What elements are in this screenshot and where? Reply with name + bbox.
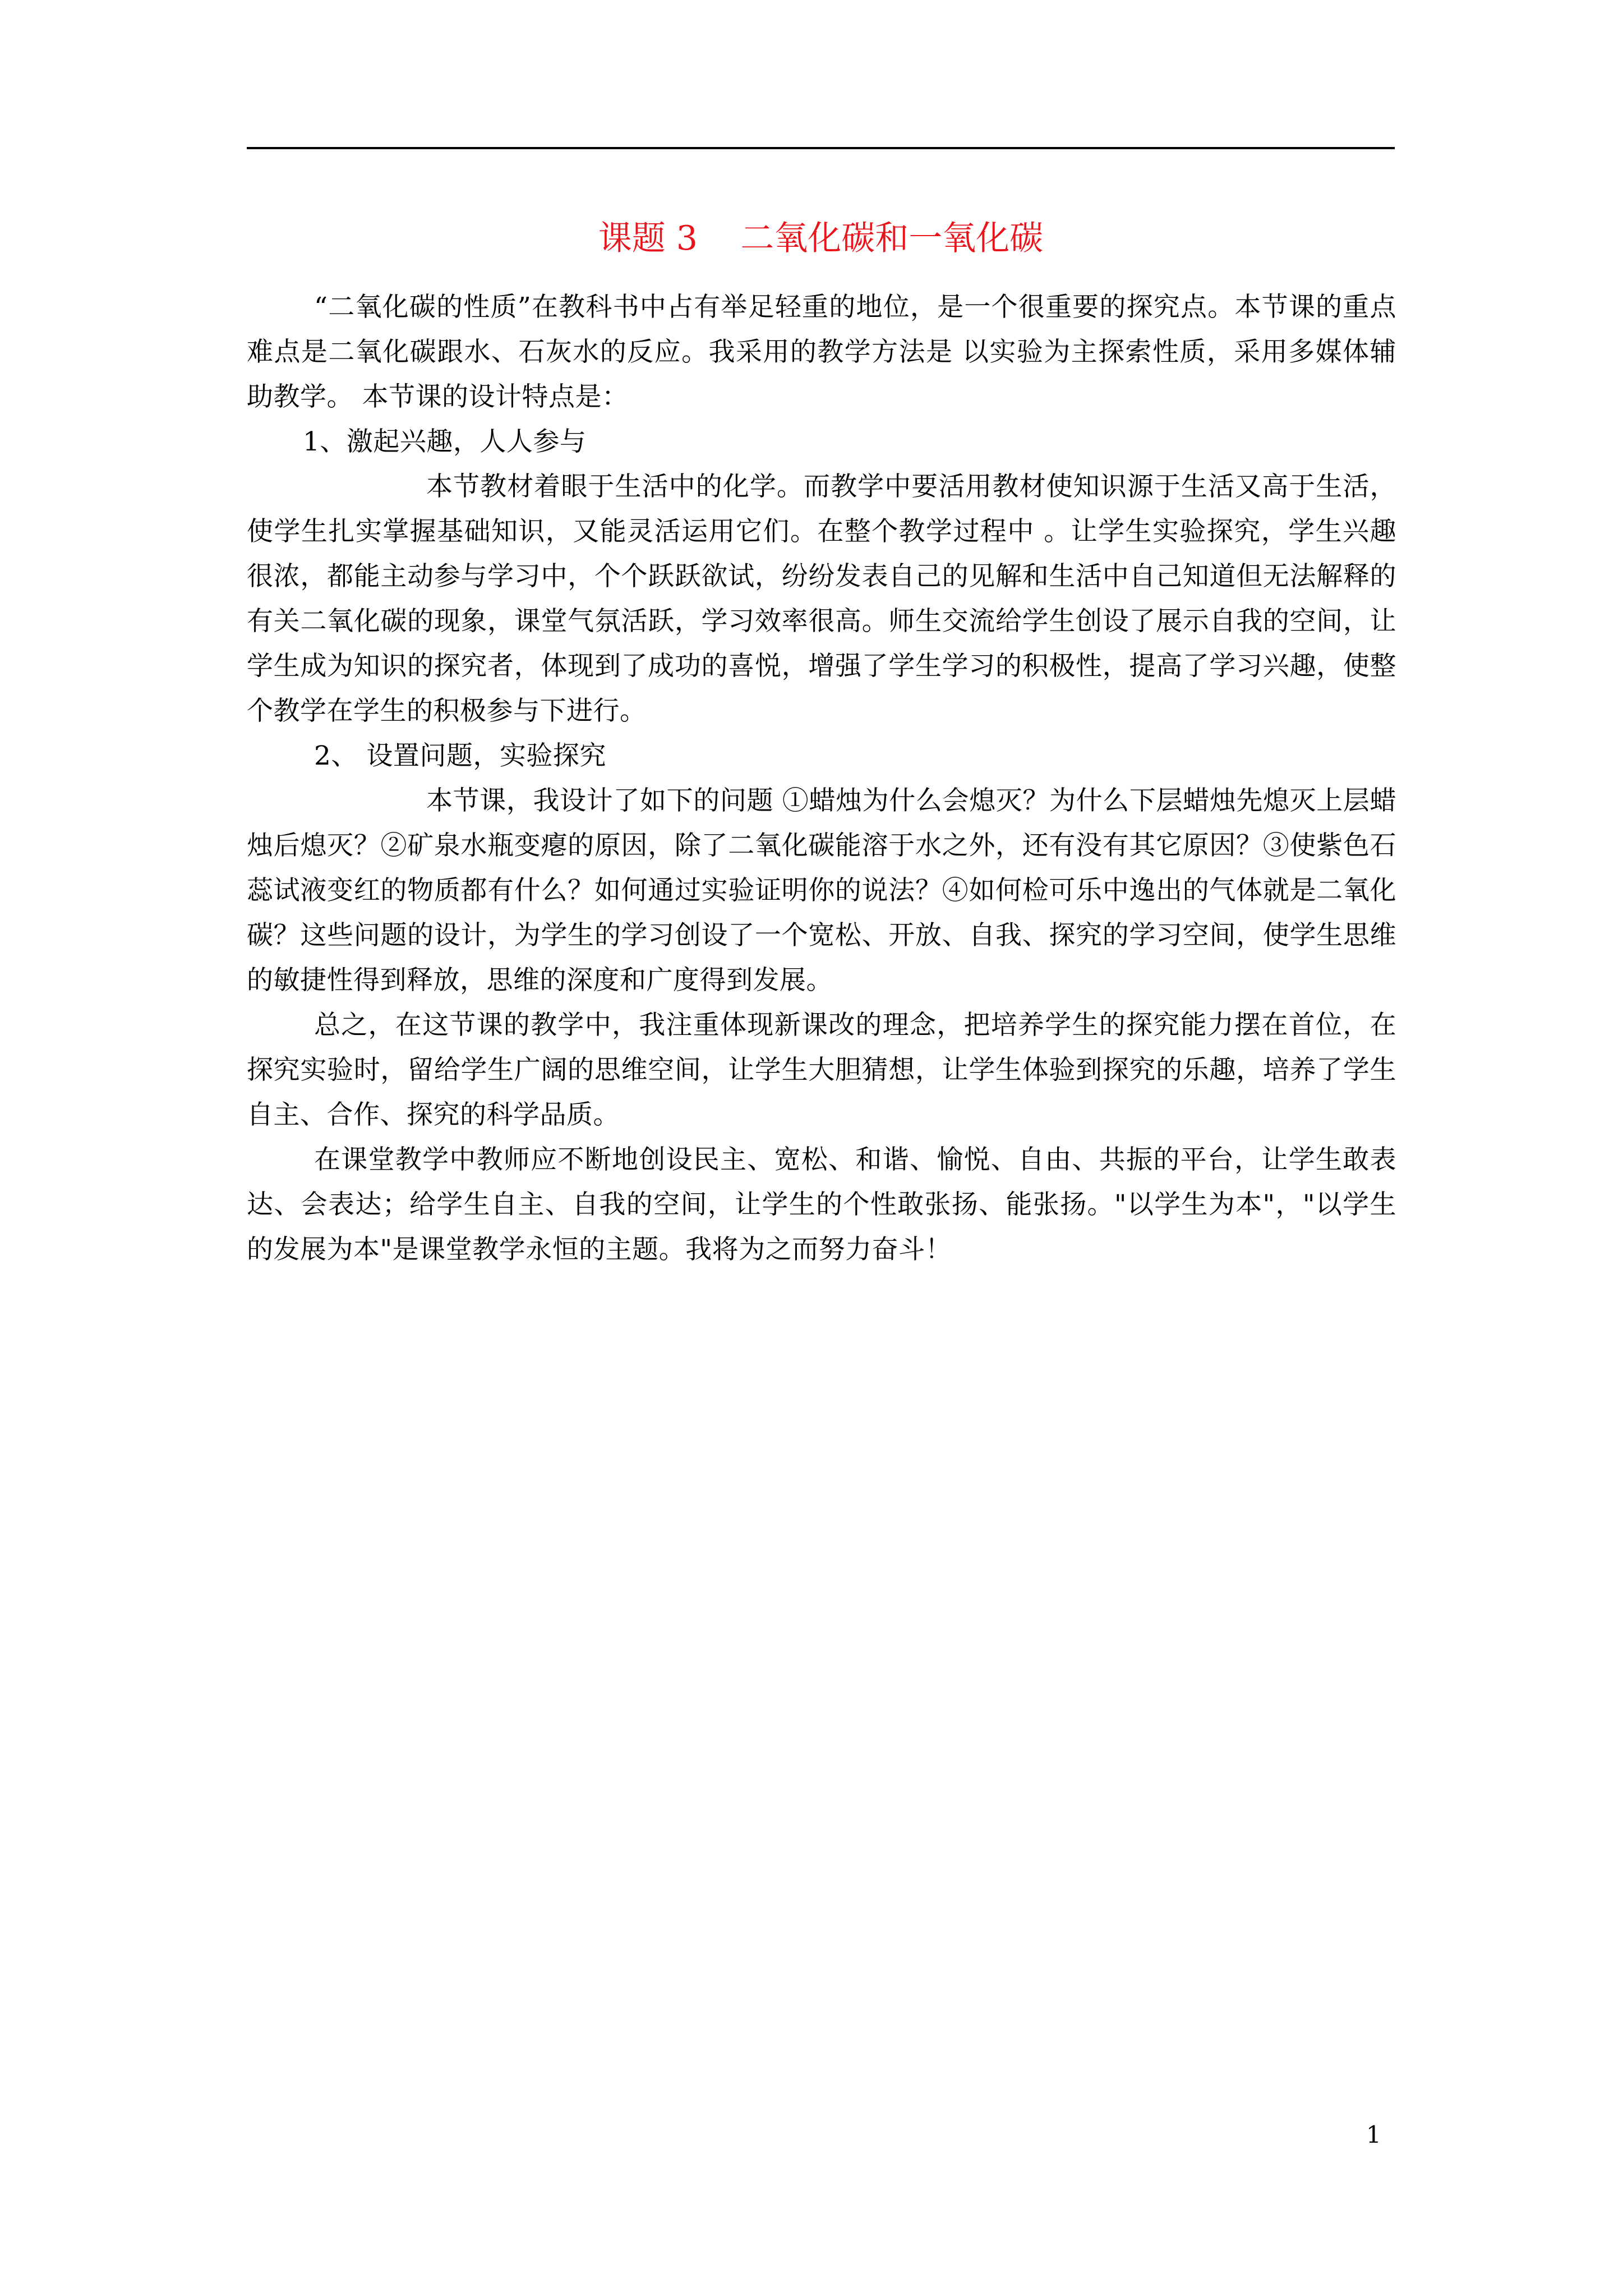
page-number: 1: [1366, 2121, 1381, 2148]
section-1-paragraph: 本节教材着眼于生活中的化学。而教学中要活用教材使知识源于生活又高于生活，使学生扎实掌握基础知识，又能灵活运用它们。在整个教学过程中 。让学生实验探究，学生兴趣很浓，都能主动参与学习中，个个跃跃欲试，纷纷发表自己的见解和生活中自己知道但无法解释的有关二氧化碳的现象，课堂气氛活跃，学习效率很高。师生交流给学生创设了展示自我的空间，让学生成为知识的探究者，体现到了成功的喜悦，增强了学生学习的积极性，提高了学习兴趣，使整个教学在学生的积极参与下进行。: [247, 471, 1396, 726]
section-heading-2: 2、 设置问题，实验探究: [314, 740, 606, 771]
document-title: 课题 3 二氧化碳和一氧化碳: [598, 219, 1044, 258]
intro-paragraph: “二氧化碳的性质”在教科书中占有举足轻重的地位，是一个很重要的探究点。本节课的重点难点是二氧化碳跟水、石灰水的反应。我采用的教学方法是 以实验为主探索性质，采用多媒体辅助教学。 本节课的设计特点是：: [247, 292, 1396, 412]
header-rule: [247, 147, 1395, 149]
section-2-paragraph: 本节课，我设计了如下的问题 ①蜡烛为什么会熄灭？为什么下层蜡烛先熄灭上层蜡烛后熄灭？②矿泉水瓶变瘪的原因，除了二氧化碳能溶于水之外，还有没有其它原因？③使紫色石蕊试液变红的物质都有什么？如何通过实验证明你的说法？④如何检可乐中逸出的气体就是二氧化碳？这些问题的设计，为学生的学习创设了一个宽松、开放、自我、探究的学习空间，使学生思维的敏捷性得到释放，思维的深度和广度得到发展。: [247, 785, 1396, 996]
section-heading-1: 1、激起兴趣，人人参与: [303, 426, 587, 457]
document-body: [247, 285, 1396, 1272]
closing-paragraph: 在课堂教学中教师应不断地创设民主、宽松、和谐、愉悦、自由、共振的平台，让学生敢表达、会表达；给学生自主、自我的空间，让学生的个性敢张扬、能张扬。"以学生为本"，"以学生的发展为本"是课堂教学永恒的主题。我将为之而努力奋斗！: [247, 1144, 1396, 1265]
summary-paragraph: 总之，在这节课的教学中，我注重体现新课改的理念，把培养学生的探究能力摆在首位，在探究实验时，留给学生广阔的思维空间，让学生大胆猜想，让学生体验到探究的乐趣，培养了学生自主、合作、探究的科学品质。: [247, 1010, 1396, 1130]
